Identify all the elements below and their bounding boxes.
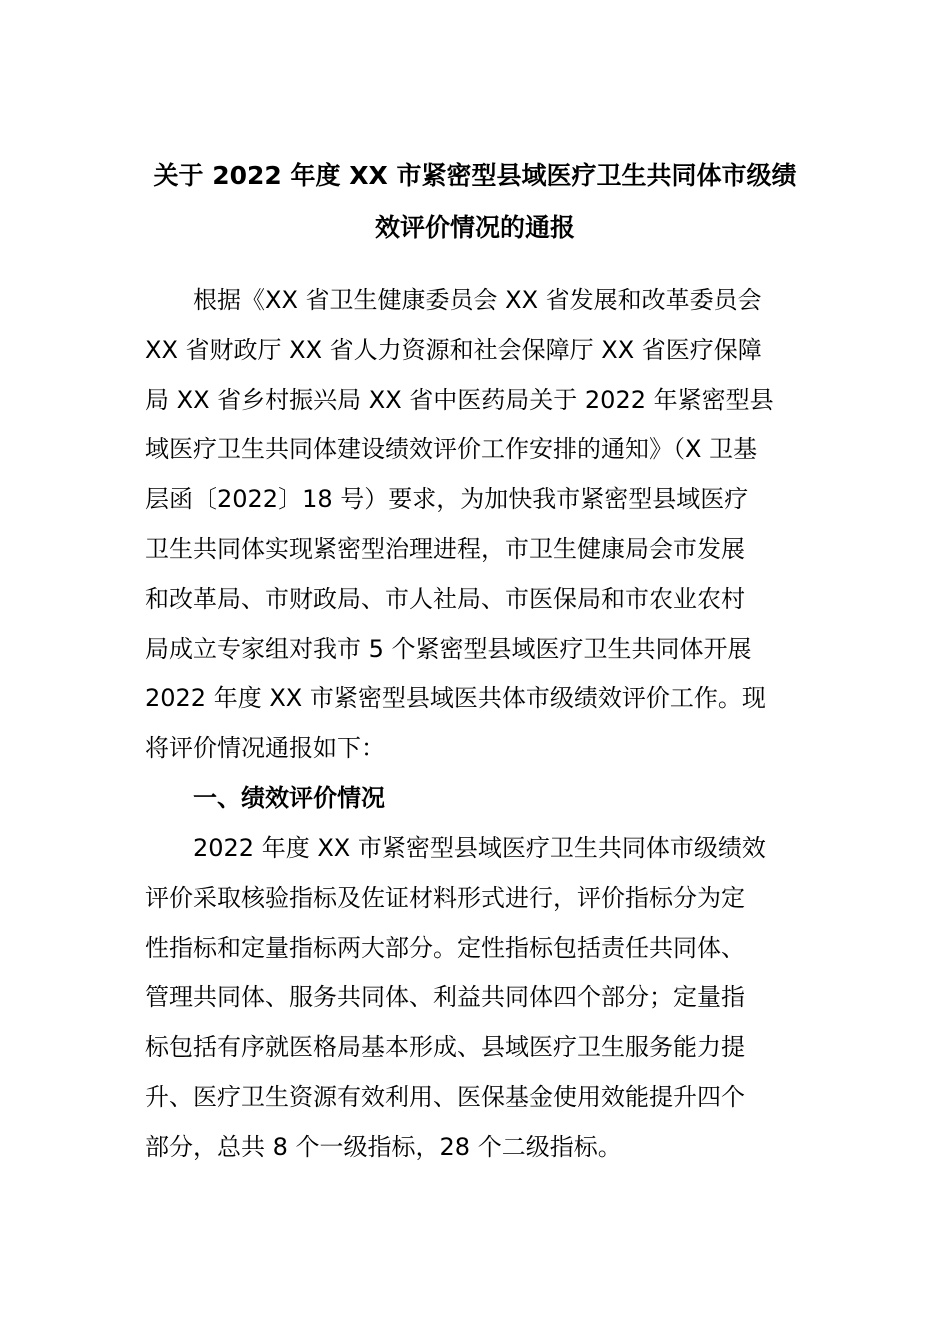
paragraph-line: 标包括有序就医格局基本形成、县域医疗卫生服务能力提 bbox=[145, 1033, 745, 1062]
paragraph-line: 局 XX 省乡村振兴局 XX 省中医药局关于 2022 年紧密型县 bbox=[145, 385, 774, 414]
document-title bbox=[145, 150, 805, 254]
paragraph-line: 和改革局、市财政局、市人社局、市医保局和市农业农村 bbox=[145, 584, 745, 613]
paragraph-line: 性指标和定量指标两大部分。定性指标包括责任共同体、 bbox=[145, 933, 745, 962]
title-line: 效评价情况的通报 bbox=[374, 213, 575, 242]
paragraph-line: 评价采取核验指标及佐证材料形式进行，评价指标分为定 bbox=[145, 883, 745, 912]
paragraph-intro bbox=[145, 276, 805, 774]
paragraph-line: 部分，总共 8 个一级指标，28 个二级指标。 bbox=[145, 1132, 622, 1161]
paragraph-line: 卫生共同体实现紧密型治理进程，市卫生健康局会市发展 bbox=[145, 534, 745, 563]
paragraph-line: 根据《XX 省卫生健康委员会 XX 省发展和改革委员会 bbox=[193, 286, 762, 314]
paragraph-line: 层函〔2022〕18 号）要求，为加快我市紧密型县域医疗 bbox=[145, 485, 749, 514]
paragraph-line: 将评价情况通报如下： bbox=[145, 734, 385, 763]
paragraph-line: 管理共同体、服务共同体、利益共同体四个部分；定量指 bbox=[145, 983, 745, 1012]
paragraph-line: 升、医疗卫生资源有效利用、医保基金使用效能提升四个 bbox=[145, 1082, 745, 1111]
section-heading: 一、绩效评价情况 bbox=[193, 784, 385, 812]
paragraph-line: 2022 年度 XX 市紧密型县域医共体市级绩效评价工作。现 bbox=[145, 684, 766, 713]
paragraph-line: 2022 年度 XX 市紧密型县域医疗卫生共同体市级绩效 bbox=[193, 834, 766, 862]
paragraph-evaluation bbox=[145, 824, 805, 1173]
title-line: 关于 2022 年度 XX 市紧密型县域医疗卫生共同体市级绩 bbox=[153, 161, 797, 190]
paragraph-line: 域医疗卫生共同体建设绩效评价工作安排的通知》（X 卫基 bbox=[145, 435, 758, 464]
paragraph-line: 局成立专家组对我市 5 个紧密型县域医疗卫生共同体开展 bbox=[145, 634, 752, 663]
paragraph-line: XX 省财政厅 XX 省人力资源和社会保障厅 XX 省医疗保障 bbox=[145, 335, 762, 364]
